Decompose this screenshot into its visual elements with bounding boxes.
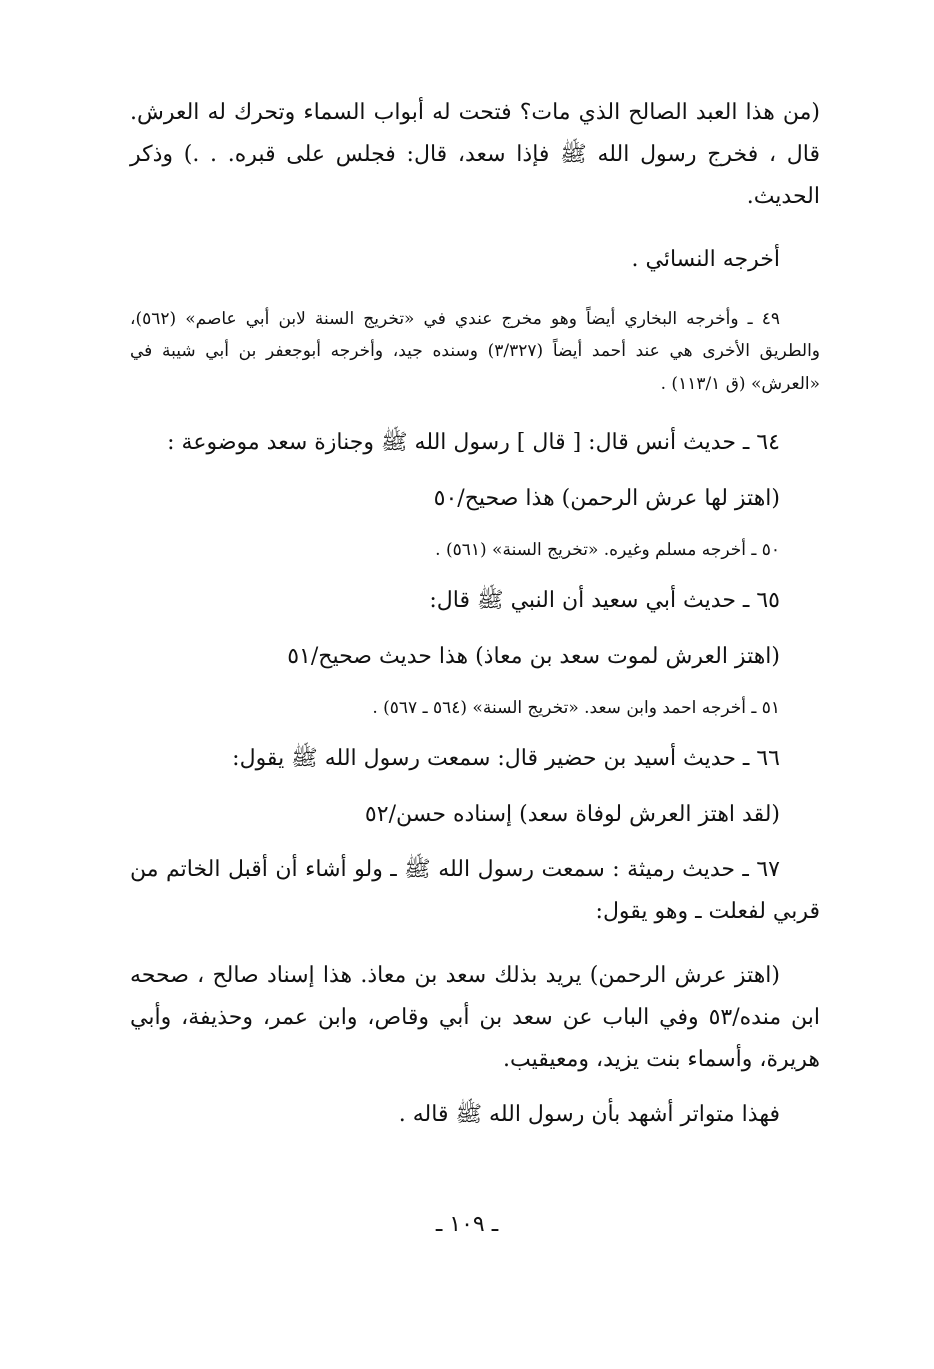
footnote-49: ٤٩ ـ وأخرجه البخاري أيضاً وهو مخرج عندي في «تخريج السنة لابن أبي عاصم» (٥٦٢)، والطريق الأخرى هي عند أحمد أيضاً (٣/٣٢٧) وسنده جيد، وأخرجه أبوجعفر بن أبي شيبة في «العرش» (ق ١١٣/١) . (130, 309, 820, 394)
page-body (130, 92, 820, 1136)
hadith-67-text: (اهتز عرش الرحمن) يريد بذلك سعد بن معاذ. هذا إسناد صالح ، صححه ابن منده/٥٣ وفي الباب عن سعد بن أبي وقاص، وابن عمر، وحذيفة، وأبي هريرة، وأسماء بنت يزيد، ومعيقيب. (130, 963, 820, 1072)
hadith-66-heading: ٦٦ ـ حديث أسيد بن حضير قال: سمعت رسول الله ﷺ يقول: (232, 745, 780, 771)
footnote-51: ٥١ ـ أخرجه احمد وابن سعد. «تخريج السنة» (٥٦٤ ـ ٥٦٧) . (372, 697, 780, 718)
hadith-67-heading: ٦٧ ـ حديث رميثة : سمعت رسول الله ﷺ ـ ولو أشاء أن أقبل الخاتم من قربي لفعلت ـ وهو يقول: (130, 857, 820, 925)
page-number: ـ ١٠٩ ـ (435, 1212, 499, 1237)
footnote-50: ٥٠ ـ أخرجه مسلم وغيره. «تخريج السنة» (٥٦١) . (435, 539, 780, 560)
hadith-65-text: (اهتز العرش لموت سعد بن معاذ) هذا حديث صحيح/٥١ (287, 643, 780, 669)
hadith-65-heading: ٦٥ ـ حديث أبي سعيد أن النبي ﷺ قال: (429, 587, 780, 613)
hadith-64-text: (اهتز لها عرش الرحمن) هذا صحيح/٥٠ (433, 485, 780, 511)
nasai-attribution: أخرجه النسائي . (631, 247, 780, 273)
opening-paragraph: (من هذا العبد الصالح الذي مات؟ فتحت له أبواب السماء وتحرك له العرش. قال ، فخرج رسول الله ﷺ فإذا سعد، قال: فجلس على قبره. . .) وذكر الحديث. (130, 100, 820, 209)
closing-statement: فهذا متواتر أشهد بأن رسول الله ﷺ قاله . (398, 1102, 780, 1128)
hadith-66-text: (لقد اهتز العرش لوفاة سعد) إسناده حسن/٥٢ (364, 801, 780, 827)
hadith-64-heading: ٦٤ ـ حديث أنس قال: [ قال ] رسول الله ﷺ وجنازة سعد موضوعة : (167, 430, 780, 456)
